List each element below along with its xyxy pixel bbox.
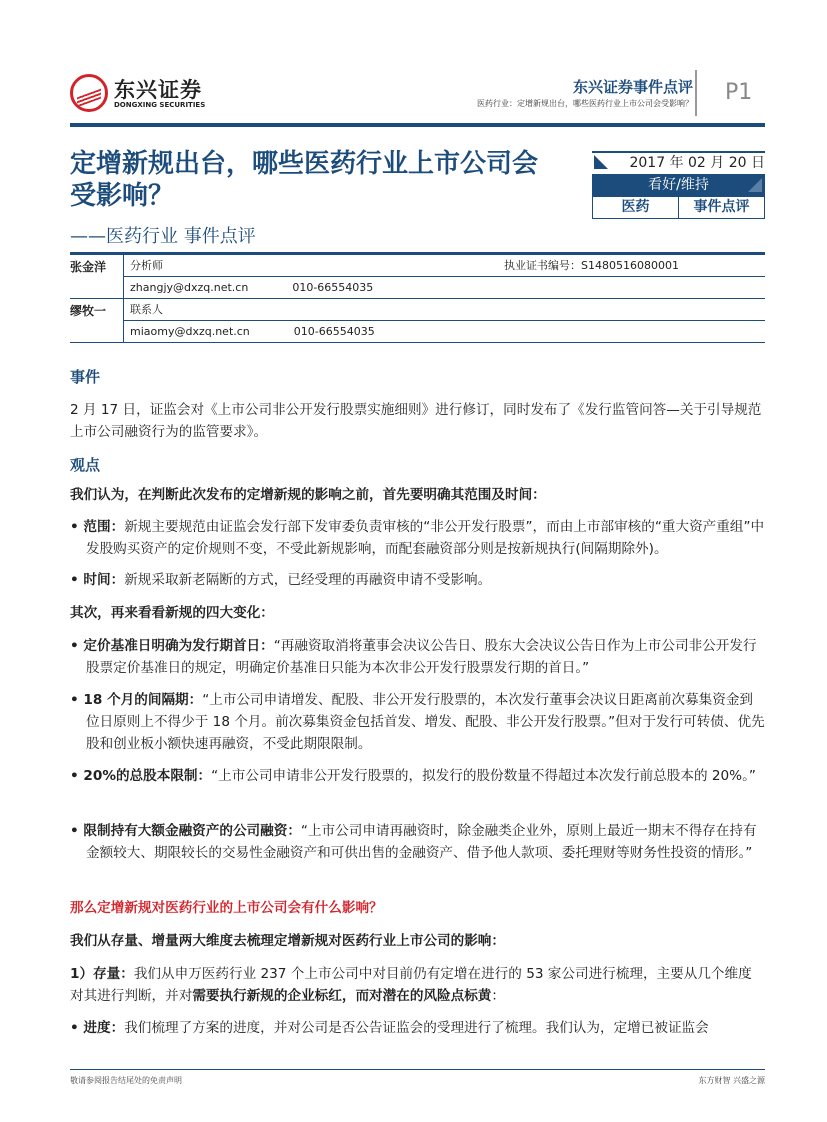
bold-text: 其次，再来看看新规的四大变化： (70, 605, 274, 621)
bullet-item (70, 635, 765, 679)
cert-number: S1480516080001 (581, 259, 679, 272)
footer-slogan: 东方财智 兴盛之源 (698, 1076, 765, 1085)
bold-text: 20%的总股本限制： (83, 768, 212, 784)
bold-text: 那么定增新规对医药行业的上市公司会有什么影响？ (70, 900, 383, 916)
bullet-icon: • (70, 572, 84, 588)
bullet-item (70, 689, 765, 755)
category-row (592, 196, 765, 219)
text: 我们从申万医药行业 237 个上市公司中对目前仍有定增在进行的 53 家公司进行梳理，主要从几个维度对其进行判断，并对 (70, 966, 752, 1004)
bullet-icon: • (70, 519, 84, 535)
logo-emblem-icon (70, 74, 108, 112)
bold-text: 我们从存量、增量两大维度去梳理定增新规对医药行业上市公司的影响： (70, 933, 505, 949)
bold-text: 定价基准日明确为发行期首日： (83, 638, 274, 654)
page-subtitle: ——医药行业 事件点评 (70, 226, 256, 247)
logo-cn-text: 东兴证券 (114, 78, 202, 102)
paragraph (70, 484, 765, 506)
running-title: 医药行业：定增新规出台，哪些医药行业上市公司会受影响？ (477, 99, 693, 108)
text: 新规采取新老隔断的方式，已经受理的再融资申请不受影响。 (124, 572, 492, 588)
text: “上市公司申请再融资时，除金融类企业外，原则上最近一期末不得存在持有金额较大、期限较长的交易性金融资产和可供出售的金融资产、借予他人款项、委托理财等财务性投资的情形。” (86, 823, 757, 861)
industry-label: 医药 (621, 199, 650, 215)
date-text: 2017 年 02 月 20 日 (629, 155, 765, 171)
rating-badge (592, 174, 765, 196)
analyst-role: 分析师 (130, 259, 163, 272)
analyst-email[interactable]: miaomy@dxzq.net.cn (130, 325, 250, 338)
bullet-item (70, 1017, 765, 1039)
analyst-phone: 010-66554035 (293, 325, 375, 338)
text: “上市公司申请非公开发行股票的，拟发行的股份数量不得超过本次发行前总股本的 20%。” (211, 768, 756, 784)
section-heading (70, 454, 765, 476)
header-rule (70, 123, 765, 127)
paragraph (70, 602, 765, 624)
bullet-item (70, 765, 765, 787)
company-logo (70, 72, 230, 116)
footer-rule (70, 1069, 765, 1070)
analyst-name: 缪牧一 (70, 299, 124, 342)
report-type: 东兴证券事件点评 (572, 78, 693, 96)
bullet-icon: • (70, 638, 84, 654)
report-info-box (592, 151, 765, 219)
logo-en-text: DONGXING SECURITIES (114, 101, 206, 109)
text: 我们梳理了方案的进度，并对公司是否公告证监会的受理进行了梳理。我们认为，定增已被证监会 (124, 1020, 709, 1036)
bold-text: 需要执行新规的企业标红，而对潜在的风险点标黄 (192, 988, 492, 1004)
bullet-icon: • (70, 823, 84, 839)
bullet-item (70, 516, 765, 560)
text: 新规主要规范由证监会发行部下发审委负责审核的“非公开发行股票”，而由上市部审核的“重大资产重组”中发股购买资产的定价规则不变，不受此新规影响，而配套融资部分则是按新规执行(间隔期除外)。 (86, 519, 765, 557)
bold-text: 18 个月的间隔期： (83, 692, 203, 708)
bold-text: 范围： (83, 519, 125, 535)
analyst-role: 联系人 (130, 303, 163, 316)
analyst-row (70, 255, 765, 299)
bold-text: 时间： (83, 572, 125, 588)
header-divider (695, 70, 697, 116)
analyst-email[interactable]: zhangjy@dxzq.net.cn (130, 281, 249, 294)
analyst-name: 张金洋 (70, 255, 124, 298)
section-heading (70, 366, 765, 388)
text: 2 月 17 日，证监会对《上市公司非公开发行股票实施细则》进行修订，同时发布了《发行监管问答—关于引导规范上市公司融资行为的监管要求》。 (70, 402, 762, 440)
bold-text: 我们认为，在判断此次发布的定增新规的影响之前，首先要明确其范围及时间： (70, 487, 546, 503)
cert-label: 执业证书编号： (504, 259, 581, 272)
paragraph (70, 930, 765, 952)
bold-text: 事件 (70, 368, 101, 386)
bullet-item (70, 569, 765, 591)
rating-text: 看好/维持 (648, 177, 709, 193)
paragraph (70, 963, 765, 1007)
text: “再融资取消将董事会决议公告日、股东大会决议公告日作为上市公司非公开发行股票定价基准日的规定，明确定价基准日只能为本次非公开发行股票发行期的首日。” (86, 638, 757, 676)
corner-triangle-icon (748, 178, 762, 192)
bullet-icon: • (70, 768, 84, 784)
analyst-table (70, 252, 765, 343)
paragraph (70, 399, 765, 443)
question-heading (70, 897, 765, 919)
bold-text: 进度： (83, 1020, 125, 1036)
disclaimer-note: 敬请参阅报告结尾处的免责声明 (70, 1076, 182, 1085)
report-date (592, 151, 765, 174)
bullet-icon: • (70, 1020, 84, 1036)
corner-triangle-icon (594, 155, 608, 169)
analyst-row (70, 299, 765, 343)
text: ： (491, 988, 505, 1004)
analyst-phone: 010-66554035 (292, 281, 374, 294)
report-type-label: 事件点评 (678, 197, 764, 218)
text: “上市公司申请增发、配股、非公开发行股票的，本次发行董事会决议日距离前次募集资金到位日原则上不得少于 18 个月。前次募集资金包括首发、增发、配股、非公开发行股票。”但对于发行可转债、优先股和创业板小额快速再融资，不受此期限限制。 (86, 692, 765, 752)
page-number: P1 (725, 80, 753, 105)
page-title: 定增新规出台，哪些医药行业上市公司会受影响？ (70, 149, 539, 211)
bold-text: 限制持有大额金融资产的公司融资： (83, 823, 301, 839)
bold-text: 1）存量： (70, 966, 134, 982)
bullet-icon: • (70, 692, 84, 708)
bullet-item (70, 820, 765, 864)
bold-text: 观点 (70, 456, 101, 474)
